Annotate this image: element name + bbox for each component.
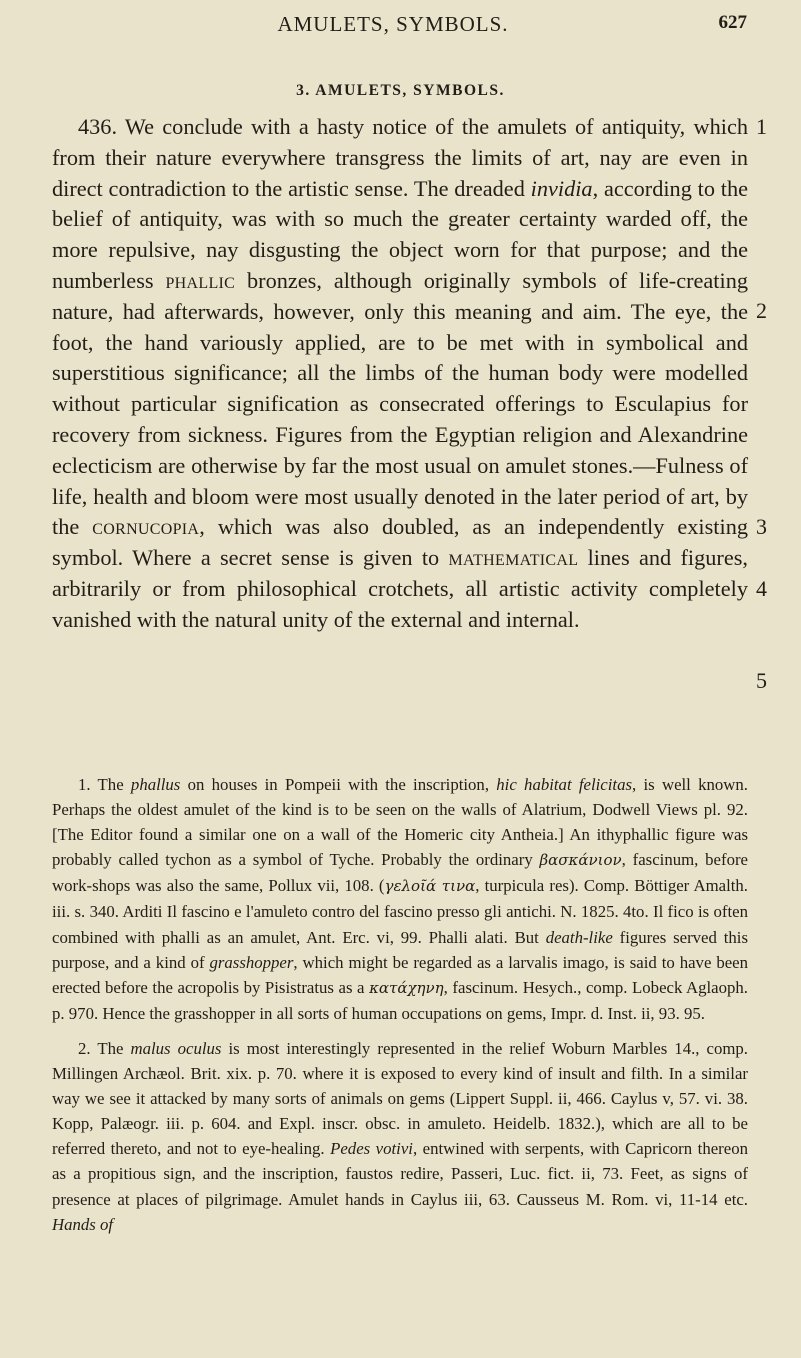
margin-number: 3 (756, 514, 767, 539)
note-term: Pedes votivi (330, 1139, 413, 1159)
note-term: hic habitat felicitas (496, 775, 633, 794)
footnote-1 (52, 772, 748, 1026)
margin-number: 4 (756, 576, 767, 601)
paragraph-text: lines and figures, arbitrarily or from philosophical crotchets, all artistic activity completely vanished with the natural unity of the external and internal. (52, 545, 748, 632)
note-text: figures served this purpose, and a kind of (52, 927, 748, 972)
note-text: , is well known. Perhaps the oldest amulet of the kind is to be seen on the walls of Alatrium, Dodwell Views pl. 92. [The Editor found a similar one on a wall of the Homeric city Antheia.] An ithyphallic figure was probably called tychon as a symbol of Tyche. Probably the ordinary (52, 775, 748, 870)
note-text: 1. The (78, 775, 131, 794)
note-term: grasshopper (209, 952, 294, 972)
footnotes (52, 772, 748, 1247)
greek-text: βασκάνιον (539, 851, 622, 870)
note-text: , fascinum. Hesych., comp. Lobeck Aglaoph. p. 970. Hence the grasshopper in all sorts of human occupations on gems, Impr. d. Inst. ii, 93. 95. (52, 977, 748, 1023)
paragraph-text: bronzes, although originally symbols of life-creating nature, had afterwards, however, only this meaning and aim. The eye, the foot, the hand variously applied, are to be met with in symbolical and superstitious significance; all the limbs of the human body were modelled without particular signification as consecrated offerings to Esculapius for recovery from sickness. Figures from the Egyptian religion and Alexandrine eclecticism are otherwise by far the most usual on amulet stones.—Fulness of life, health and bloom were most usually denoted in the later period of art, by the (52, 267, 748, 540)
section-heading: 3. AMULETS, SYMBOLS. (296, 82, 505, 99)
paragraph-text: , which was also doubled, as an independently existing symbol. Where a secret sense is given to (52, 514, 748, 571)
term-phallic: phallic (165, 267, 236, 293)
main-paragraph (52, 112, 748, 636)
note-term: death-like (545, 927, 613, 947)
paragraph-text: 436. We conclude with a hasty notice of the amulets of antiquity, which from their nature everywhere transgress the limits of art, nay are even in direct contradiction to the artistic sense. The dreaded (52, 114, 748, 201)
margin-number: 5 (756, 668, 767, 693)
note-term: malus oculus (130, 1038, 222, 1058)
term-invidia: invidia (530, 175, 593, 201)
greek-text: κατάχηνη (369, 978, 444, 997)
page-number: 627 (718, 12, 747, 33)
note-text: , fascinum, before work-shops was also the same, Pollux vii, 108. ( (52, 850, 748, 896)
note-term: phallus (130, 775, 181, 794)
running-title: AMULETS, SYMBOLS. (277, 12, 509, 36)
note-text: on houses in Pompeii with the inscription, (180, 775, 497, 794)
running-head (0, 12, 801, 40)
footnote-2 (52, 1036, 748, 1237)
margin-number: 1 (756, 114, 767, 139)
note-term: Hands of (52, 1214, 114, 1234)
note-text: is most interestingly represented in the relief Woburn Marbles 14., comp. Millingen Archæol. Brit. xix. p. 70. where it is exposed to every kind of insult and filth. In a similar way we see it attacked by many sorts of animals on gems (Lippert Suppl. ii, 466. Caylus v, 57. vi. 38. Kopp, Palæogr. iii. p. 604. and Expl. inscr. obsc. in amuleto. Heidelb. 1832.), which are all to be referred thereto, and not to eye-healing. (52, 1038, 749, 1159)
paragraph-text: , according to the belief of antiquity, was with so much the greater certainty warded off, the more repulsive, nay disgusting the object worn for that purpose; and the numberless (52, 175, 748, 293)
note-text: , which might be regarded as a larvalis imago, is said to have been erected before the acropolis by Pisistratus as a (52, 952, 749, 997)
note-text: , entwined with serpents, with Capricorn thereon as a propitious sign, and the inscription, faustos redire, Passeri, Luc. fict. ii, 73. Feet, as signs of presence at places of pilgrimage. Amulet hands in Caylus iii, 63. Causseus M. Rom. vi, 11-14 etc. (52, 1139, 748, 1209)
term-mathematical: mathematical (448, 545, 579, 571)
margin-number: 2 (756, 298, 767, 323)
note-text: , turpicula res). Comp. Böttiger Amalth. iii. s. 340. Arditi Il fascino e l'amuleto contro del fascino presso gli antichi. N. 1825. 4to. Il fico is often combined with phalli as an amulet, Ant. Erc. vi, 99. Phalli alati. But (52, 876, 748, 947)
term-cornucopia: cornucopia (92, 514, 200, 540)
greek-text: γελοῖά τινα (384, 877, 476, 896)
note-text: 2. The (78, 1038, 131, 1058)
